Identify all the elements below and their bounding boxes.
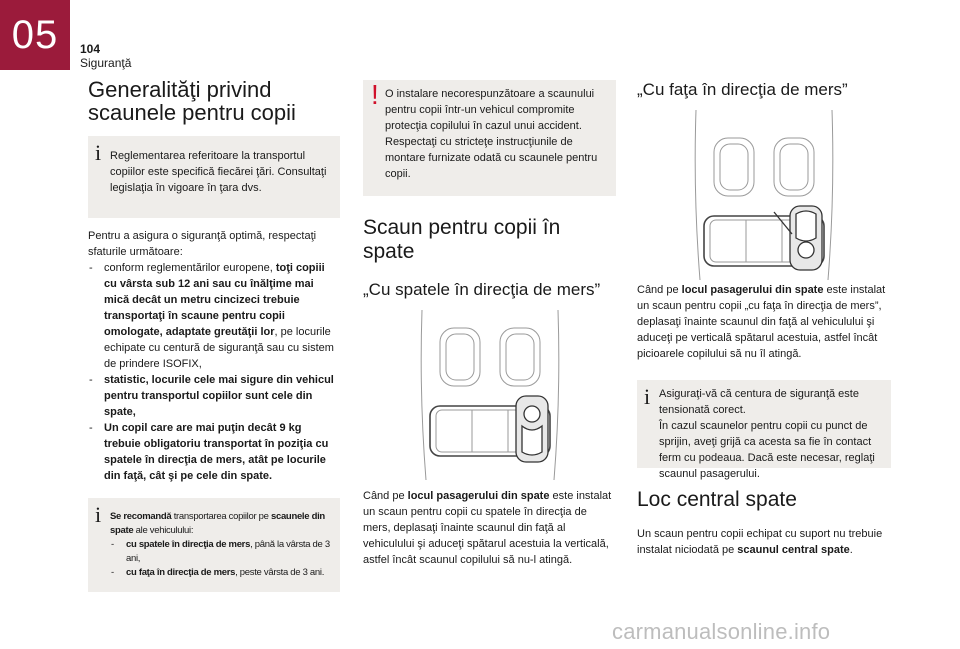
section-title-central-seat: Loc central spate [637, 488, 797, 511]
text-fragment-bold: statistic, locurile cele mai sigure din vehicul pentru transportul copiilor sunt cele din spate, [104, 374, 334, 418]
recommendation-list [110, 538, 332, 580]
text-fragment: conform reglementărilor europene, [104, 262, 276, 274]
text-fragment-bold: scaunul central spate [737, 544, 850, 556]
text-fragment-bold: cu faţa în direcţia de mers [126, 567, 236, 578]
column-middle [363, 80, 616, 568]
rear-facing-text [363, 488, 616, 568]
forward-facing-text [637, 282, 891, 362]
text-fragment: este instalat un scaun pentru copii „cu faţa în direcţia de mers”, deplasaţi înainte scaunul din faţă al vehiculului şi aduceţi pe verticală spătarul acestuia, astfel încât picioarele copilului să nu îl atingă. [637, 284, 886, 360]
column-left [88, 78, 340, 592]
text-fragment-bold: scaunele din spate [110, 511, 325, 536]
text-fragment: Un scaun pentru copii echipat cu suport nu trebuie instalat niciodată pe [637, 528, 883, 556]
text-fragment: , până la vârsta de 3 ani, [126, 539, 330, 564]
text-fragment-bold: locul pasagerului din spate [681, 284, 824, 296]
text-fragment-bold: Un copil care are mai puţin decât 9 kg trebuie obligatoriu transportat în poziţia cu spatele în direcţia de mers, atât pe locurile din faţă, cât şi pe cele din spate. [104, 422, 329, 482]
warning-text: O instalare necorespunzătoare a scaunului pentru copii într-un vehicul compromite protecţia copilului în cazul unui accident. Respectaţi cu stricteţe instrucţiunile de montare furnizate odată cu scaunele pentru copii. [385, 88, 598, 180]
text-fragment: . [849, 544, 853, 556]
list-item [110, 538, 332, 566]
title-line-2: scaunele pentru copii [88, 100, 296, 125]
list-item [88, 260, 340, 372]
text-fragment-bold: Se recomandă [110, 511, 172, 522]
subtitle-rear-facing: „Cu spatele în direcţia de mers” [363, 280, 601, 299]
belt-info-text: Asiguraţi-vă că centura de siguranţă este tensionată corect. În cazul scaunelor pentru copii cu punct de sprijin, aveţi grijă ca acesta sa fie în contact ferm cu podeaua. Dacă este necesar, reglaţi scaunul pasagerului. [659, 388, 875, 480]
info-text: Reglementarea referitoare la transportul copiilor este specifică fiecărei ţări. Consultaţi legislaţia în vigoare în ţara dvs. [110, 150, 327, 194]
info-box-legislation [88, 136, 340, 218]
info-icon: i [644, 384, 651, 409]
text-fragment-bold: locul pasagerului din spate [407, 490, 550, 502]
subtitle-forward-facing: „Cu faţa în direcţia de mers” [637, 80, 848, 99]
warning-icon: ! [371, 79, 379, 110]
info-icon: i [95, 140, 102, 165]
text-fragment-bold: toţi copiii cu vârsta sub 12 ani sau cu înălţime mai mică decât un metru cincizeci trebuie transportaţi în scaune pentru copii omologate, adaptate greutăţii lor [104, 262, 325, 338]
advice-list [88, 260, 340, 484]
text-fragment: este instalat un scaun pentru copii cu spatele în direcţia de mers, deplasaţi înainte scaunul din faţă al vehiculului şi aduceţi spătarul acestuia la verticală, astfel încât scaunul copilului să nu-l atingă. [363, 490, 612, 566]
recommendation-text [110, 510, 332, 538]
section-title-rear-seat: Scaun pentru copii în spate [363, 216, 561, 263]
page-number: 104 [80, 42, 101, 56]
intro-text: Pentru a asigura o siguranţă optimă, respectaţi sfaturile următoare: [88, 230, 317, 258]
list-item [88, 420, 340, 484]
info-icon: i [95, 502, 101, 527]
text-fragment: transportarea copiilor pe [171, 511, 271, 522]
chapter-tab: 05 [0, 0, 70, 70]
text-fragment: , peste vârsta de 3 ani. [235, 567, 325, 578]
list-item [88, 372, 340, 420]
page-title [88, 78, 340, 124]
text-fragment: Când pe [637, 284, 682, 296]
text-fragment: , pe locurile echipate cu centură de siguranţă sau cu sistem de prindere ISOFIX, [104, 326, 334, 370]
central-seat-text [637, 526, 891, 558]
text-fragment: Când pe [363, 490, 408, 502]
page-section: Siguranţă [80, 56, 132, 70]
info-box-recommendation [88, 498, 340, 592]
text-fragment: ale vehiculului: [133, 525, 194, 536]
watermark: carmanualsonline.info [612, 619, 831, 644]
column-right [637, 80, 891, 558]
rear-facing-seat-illustration [416, 310, 564, 480]
warning-box [363, 80, 616, 196]
list-item [110, 566, 332, 580]
title-line-1: Generalităţi privind [88, 77, 272, 102]
forward-facing-seat-illustration [690, 110, 838, 280]
text-fragment-bold: cu spatele în direcţia de mers [126, 539, 251, 550]
info-box-belt [637, 380, 891, 480]
